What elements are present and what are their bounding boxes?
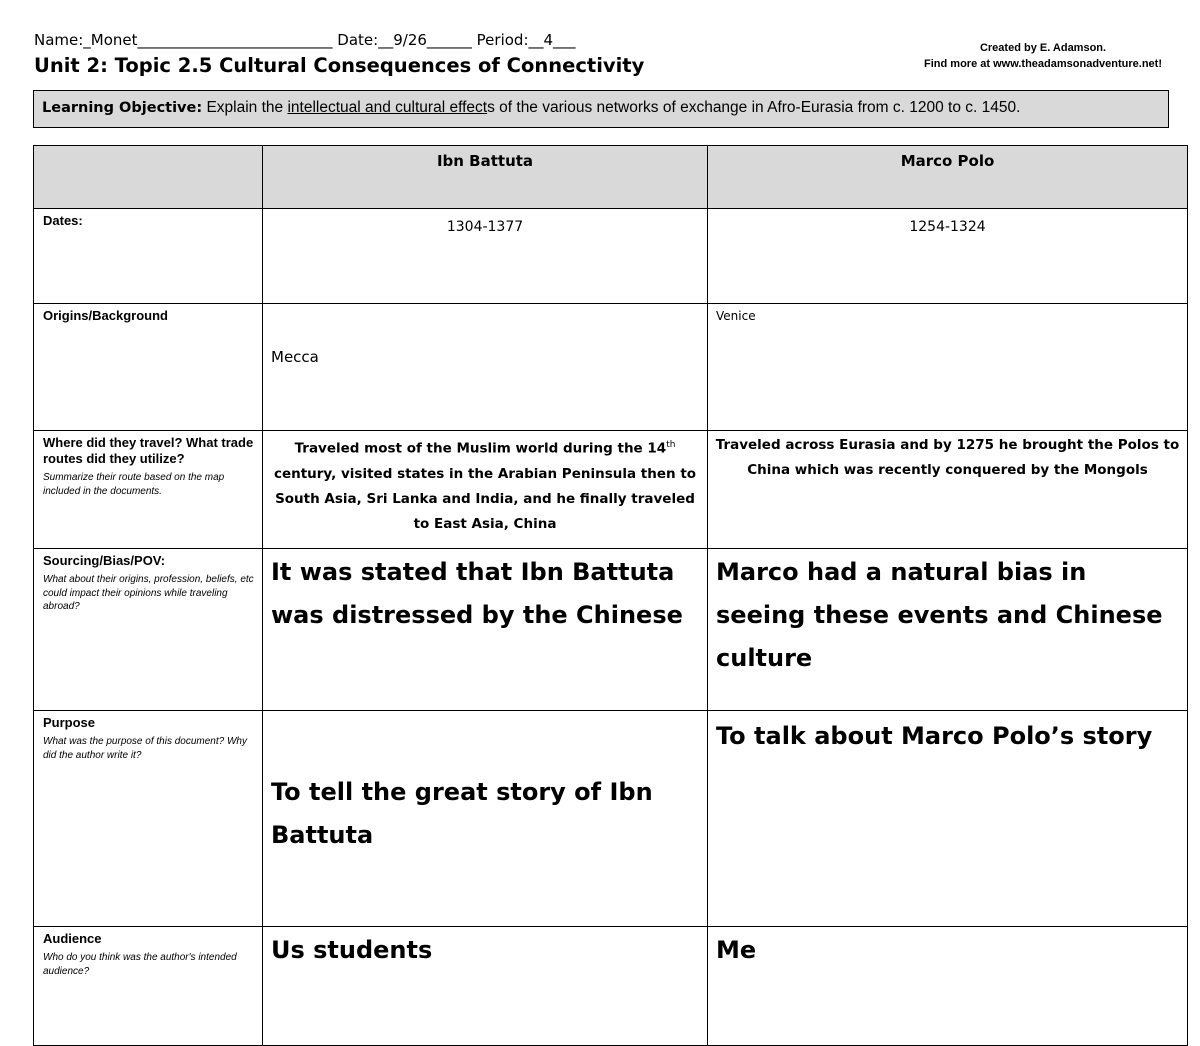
- travel-label-hint: Summarize their route based on the map included in the documents.: [43, 472, 225, 497]
- row-label-audience: [34, 927, 263, 1046]
- audience-label-text: Audience: [43, 931, 102, 946]
- ibn-sourcing-cell[interactable]: It was stated that Ibn Battuta was distressed by the Chinese: [263, 549, 708, 711]
- table-header-row: [34, 146, 1188, 209]
- ibn-origins-cell[interactable]: Mecca: [263, 304, 708, 431]
- table-row-sourcing: [34, 549, 1188, 711]
- table-row-travel: [34, 431, 1188, 549]
- ibn-purpose-cell[interactable]: To tell the great story of Ibn Battuta: [263, 711, 708, 927]
- header-empty-cell: [34, 146, 263, 209]
- row-label-travel: [34, 431, 263, 549]
- table-row-audience: [34, 927, 1188, 1046]
- objective-text-after: s of the various networks of exchange in Afro-Eurasia from c. 1200 to c. 1450.: [487, 99, 1021, 116]
- objective-underlined-text: intellectual and cultural effect: [287, 99, 488, 116]
- ibn-travel-text-a: Traveled most of the Muslim world during the 14: [294, 440, 667, 457]
- row-label-origins: Origins/Background: [34, 304, 263, 431]
- worksheet-header: [34, 30, 644, 80]
- comparison-table: [33, 145, 1188, 1046]
- learning-objective-label: Learning Objective:: [42, 100, 203, 116]
- sourcing-label-text: Sourcing/Bias/POV:: [43, 553, 166, 568]
- credit-author: Created by E. Adamson.: [979, 42, 1107, 54]
- credit-website: Find more at www.theadamsonadventure.net!: [924, 58, 1162, 70]
- marco-purpose-cell[interactable]: To talk about Marco Polo’s story: [708, 711, 1188, 927]
- table-row-dates: [34, 209, 1188, 304]
- ibn-travel-text-b: century, visited states in the Arabian Peninsula then to South Asia, Sri Lanka and India, and he finally traveled to East Asia, China: [273, 465, 697, 532]
- ibn-dates-cell[interactable]: 1304-1377: [263, 209, 708, 304]
- purpose-label-text: Purpose: [43, 715, 96, 730]
- ibn-travel-superscript: th: [666, 440, 676, 450]
- marco-sourcing-cell[interactable]: Marco had a natural bias in seeing these events and Chinese culture: [708, 549, 1188, 711]
- audience-label-hint: Who do you think was the author's intended audience?: [43, 952, 237, 977]
- marco-travel-cell[interactable]: Traveled across Eurasia and by 1275 he brought the Polos to China which was recently conquered by the Mongols: [708, 431, 1188, 549]
- objective-text-before: Explain the: [202, 99, 288, 116]
- marco-audience-cell[interactable]: Me: [708, 927, 1188, 1046]
- table-row-purpose: [34, 711, 1188, 927]
- marco-dates-cell[interactable]: 1254-1324: [708, 209, 1188, 304]
- ibn-travel-cell[interactable]: [263, 431, 708, 549]
- row-label-sourcing: [34, 549, 263, 711]
- column-header-ibn-battuta: Ibn Battuta: [263, 146, 708, 209]
- ibn-audience-cell[interactable]: Us students: [263, 927, 708, 1046]
- column-header-marco-polo: Marco Polo: [708, 146, 1188, 209]
- purpose-label-hint: What was the purpose of this document? Why did the author write it?: [43, 736, 247, 761]
- sourcing-label-hint: What about their origins, profession, beliefs, etc could impact their opinions while traveling abroad?: [43, 574, 254, 612]
- row-label-purpose: [34, 711, 263, 927]
- name-date-period-line: Name:_Monet__________________________ Date:__9/26______ Period:__4___: [34, 31, 576, 49]
- travel-label-text: Where did they travel? What trade routes did they utilize?: [43, 435, 254, 466]
- page-title: Unit 2: Topic 2.5 Cultural Consequences of Connectivity: [34, 54, 645, 77]
- table-row-origins: [34, 304, 1188, 431]
- marco-origins-cell[interactable]: Venice: [708, 304, 1188, 431]
- credit-block: [924, 40, 1162, 72]
- learning-objective-box: [33, 90, 1169, 128]
- row-label-dates: Dates:: [34, 209, 263, 304]
